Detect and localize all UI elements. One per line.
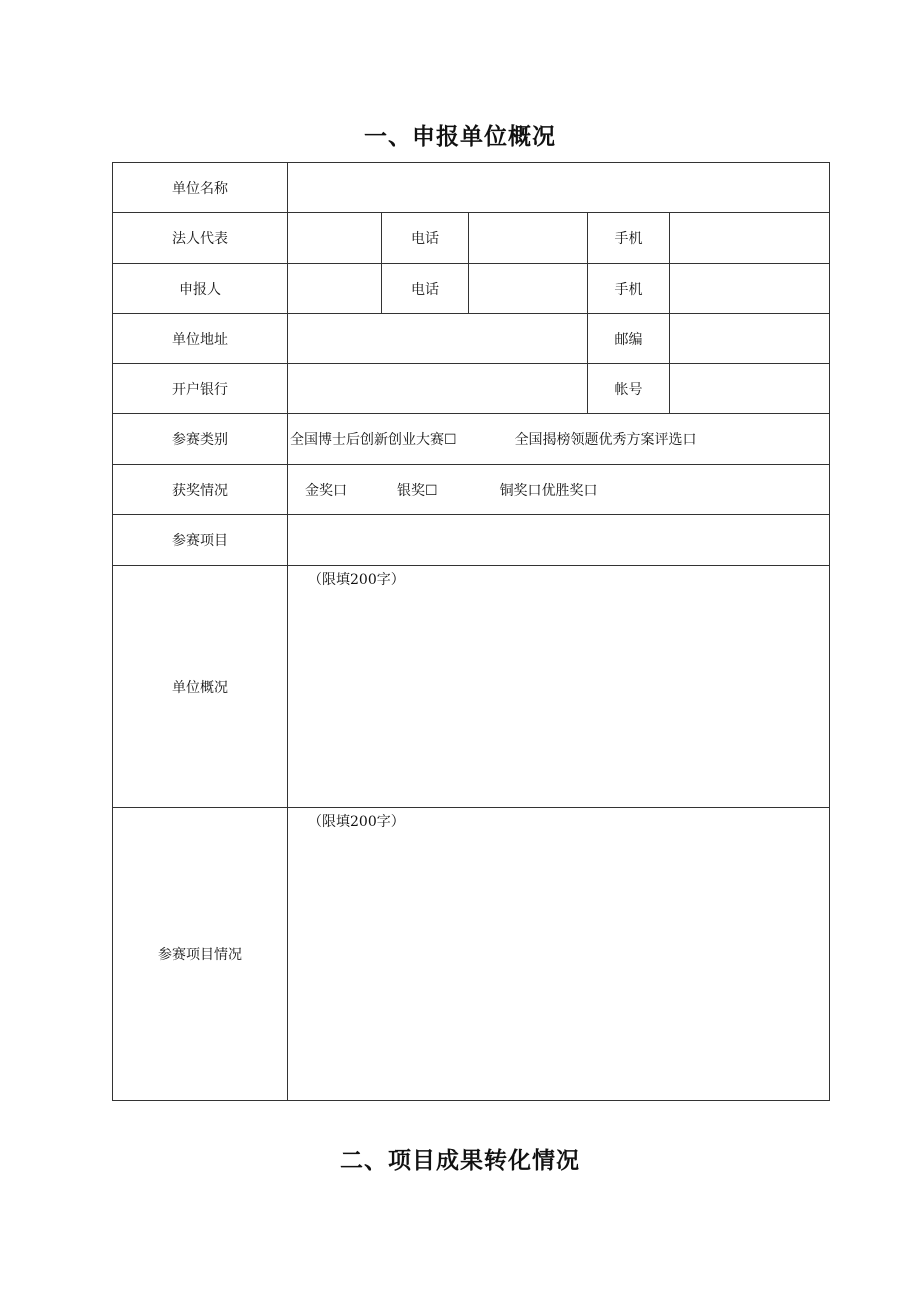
section-title-project-transformation: 二、项目成果转化情况 <box>340 1148 580 1174</box>
row-unit-overview <box>113 566 830 808</box>
unit-name-field[interactable] <box>288 163 830 213</box>
bank-field[interactable] <box>288 364 588 414</box>
award-gold-option[interactable]: 金奖口 <box>305 482 347 499</box>
category-option-solution-selection[interactable]: 全国揭榜领题优秀方案评选口 <box>514 432 697 448</box>
award-bronze-option[interactable]: 铜奖口 <box>499 482 542 499</box>
applicant-label: 申报人 <box>113 264 288 314</box>
row-award <box>113 465 830 515</box>
address-field[interactable] <box>288 314 588 364</box>
award-silver-option[interactable]: 银奖☐ <box>397 482 438 499</box>
row-applicant <box>113 264 830 314</box>
row-unit-name <box>113 163 830 213</box>
applicant-phone-field[interactable] <box>469 264 588 314</box>
legal-rep-phone-label: 电话 <box>382 213 469 264</box>
project-label: 参赛项目 <box>113 515 288 566</box>
category-option-postdoc-contest[interactable]: 全国博士后创新创业大赛☐ <box>290 432 457 448</box>
overview-field[interactable] <box>288 566 830 808</box>
row-bank <box>113 364 830 414</box>
account-label: 帐号 <box>588 364 670 414</box>
legal-rep-mobile-field[interactable] <box>670 213 830 264</box>
row-category <box>113 414 830 465</box>
postcode-label: 邮编 <box>588 314 670 364</box>
overview-hint: （限填200字） <box>308 572 405 588</box>
row-project <box>113 515 830 566</box>
legal-rep-mobile-label: 手机 <box>588 213 670 264</box>
applicant-phone-label: 电话 <box>382 264 469 314</box>
application-form-table <box>112 162 830 1101</box>
applicant-mobile-label: 手机 <box>588 264 670 314</box>
project-detail-hint: （限填200字） <box>308 814 405 830</box>
category-label: 参赛类别 <box>113 414 288 465</box>
legal-rep-phone-field[interactable] <box>469 213 588 264</box>
applicant-field[interactable] <box>288 264 382 314</box>
section-title-applicant-overview: 一、申报单位概况 <box>364 124 556 150</box>
legal-rep-label: 法人代表 <box>113 213 288 264</box>
account-field[interactable] <box>670 364 830 414</box>
unit-name-label: 单位名称 <box>113 163 288 213</box>
address-label: 单位地址 <box>113 314 288 364</box>
award-excellence-option[interactable]: 优胜奖口 <box>541 482 598 499</box>
award-label: 获奖情况 <box>113 465 288 515</box>
postcode-field[interactable] <box>670 314 830 364</box>
project-field[interactable] <box>288 515 830 566</box>
row-legal-rep <box>113 213 830 264</box>
legal-rep-field[interactable] <box>288 213 382 264</box>
bank-label: 开户银行 <box>113 364 288 414</box>
project-detail-label: 参赛项目情况 <box>113 808 288 1101</box>
award-options <box>288 465 830 515</box>
category-options <box>288 414 830 465</box>
row-address <box>113 314 830 364</box>
row-project-detail <box>113 808 830 1101</box>
applicant-mobile-field[interactable] <box>670 264 830 314</box>
project-detail-field[interactable] <box>288 808 830 1101</box>
overview-label: 单位概况 <box>113 566 288 808</box>
